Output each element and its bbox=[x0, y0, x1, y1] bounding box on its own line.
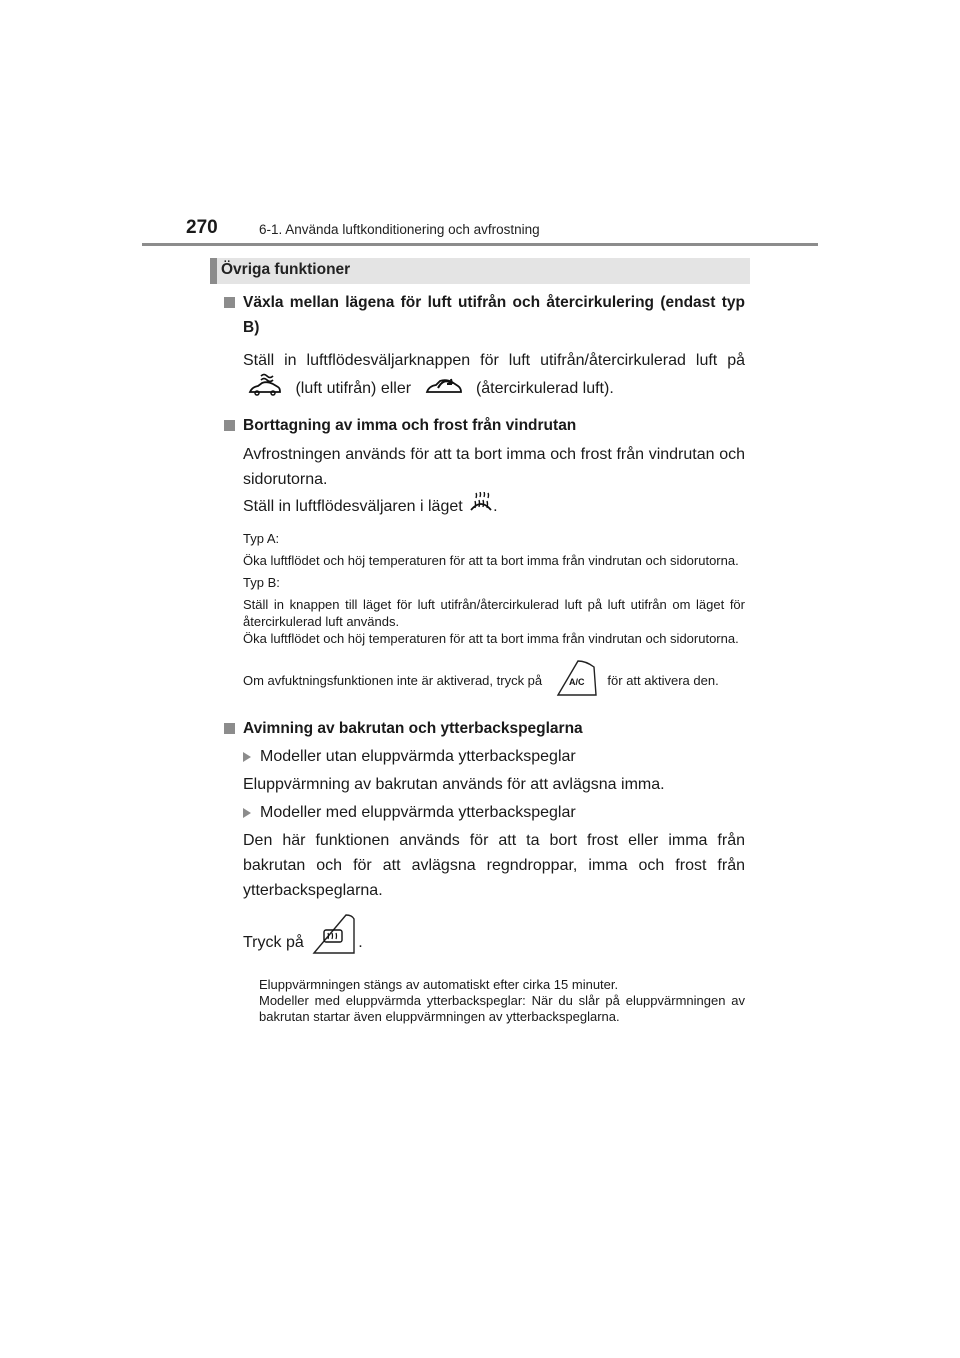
variant2-item bbox=[222, 800, 745, 825]
variant1-label: Modeller utan eluppvärmda ytterbackspeglar bbox=[260, 748, 576, 765]
ac-text-before: Om avfuktningsfunktionen inte är aktiverad, tryck på bbox=[243, 672, 543, 688]
ac-button-icon bbox=[556, 659, 598, 704]
defog-heading-text: Borttagning av imma och frost från vindrutan bbox=[243, 417, 577, 434]
type-b-label: Typ B: bbox=[243, 575, 280, 590]
press-text-before: Tryck på bbox=[243, 934, 304, 952]
intake-heading-text: Växla mellan lägena för luft utifrån och återcirkulering (endast typ B) bbox=[243, 294, 745, 336]
variant1-item bbox=[222, 744, 745, 769]
page-number: 270 bbox=[186, 217, 218, 238]
variant2-text: Den här funktionen används för att ta bort frost eller imma från bakrutan och för att avlägsna regndroppar, imma och frost från ytterbackspeglarna. bbox=[243, 832, 745, 899]
note-auto-off: Eluppvärmningen stängs av automatiskt efter cirka 15 minuter. bbox=[259, 977, 619, 992]
rear-defogger-button-icon bbox=[312, 913, 356, 973]
header-rule bbox=[142, 243, 818, 246]
square-bullet-icon bbox=[224, 297, 235, 308]
intake-heading bbox=[222, 290, 745, 340]
defog-text2-before: Ställ in luftflödesväljaren i läget bbox=[243, 498, 463, 516]
recirculated-air-icon bbox=[424, 373, 464, 405]
press-instruction bbox=[222, 913, 745, 973]
defog-text2-after: . bbox=[493, 498, 498, 516]
type-a-label: Typ A: bbox=[243, 531, 280, 546]
triangle-bullet-icon bbox=[243, 808, 251, 818]
ac-text-after: för att aktivera den. bbox=[607, 672, 719, 688]
square-bullet-icon bbox=[224, 420, 235, 431]
triangle-bullet-icon bbox=[243, 752, 251, 762]
intake-text bbox=[222, 348, 745, 405]
rear-heading bbox=[222, 716, 745, 741]
type-b-text1: Ställ in knappen till läget för luft utifrån/återcirkulerad luft på luft utifrån om läget för återcirkulerad luft används. bbox=[243, 597, 745, 629]
defog-text2 bbox=[222, 492, 745, 522]
intake-text-recirc: (återcirkulerad luft). bbox=[475, 380, 614, 398]
square-bullet-icon bbox=[224, 723, 235, 734]
press-text-after: . bbox=[358, 934, 363, 952]
intake-text-before: Ställ in luftflödesväljarknappen för luft utifrån/återcirkulerad luft på bbox=[243, 352, 745, 369]
defog-text1: Avfrostningen används för att ta bort imma och frost från vindrutan och sidorutorna. bbox=[243, 446, 745, 488]
section-header bbox=[210, 258, 750, 284]
windshield-defrost-icon bbox=[469, 492, 493, 522]
note-mirrors: Modeller med eluppvärmda ytterbackspeglar: När du slår på eluppvärmningen av bakrutan startar även eluppvärmningen av ytterbackspeglarna. bbox=[259, 993, 745, 1024]
defog-heading bbox=[222, 413, 745, 438]
ac-button-label: A/C bbox=[568, 677, 585, 687]
chapter-title: 6-1. Använda luftkonditionering och avfrostning bbox=[259, 222, 540, 237]
intake-text-outside: (luft utifrån) eller bbox=[295, 380, 412, 398]
section-title: Övriga funktioner bbox=[221, 261, 351, 278]
type-b-text2: Öka luftflödet och höj temperaturen för att ta bort imma från vindrutan och sidorutorna. bbox=[243, 631, 739, 646]
page-content bbox=[222, 290, 745, 1025]
variant1-text: Eluppvärmning av bakrutan används för att avlägsna imma. bbox=[243, 776, 665, 793]
variant2-label: Modeller med eluppvärmda ytterbackspeglar bbox=[260, 804, 576, 821]
rear-heading-text: Avimning av bakrutan och ytterbackspeglarna bbox=[243, 720, 583, 737]
type-a-text: Öka luftflödet och höj temperaturen för att ta bort imma från vindrutan och sidorutorna. bbox=[243, 553, 739, 568]
outside-air-icon bbox=[247, 373, 283, 405]
ac-instruction bbox=[222, 659, 745, 704]
